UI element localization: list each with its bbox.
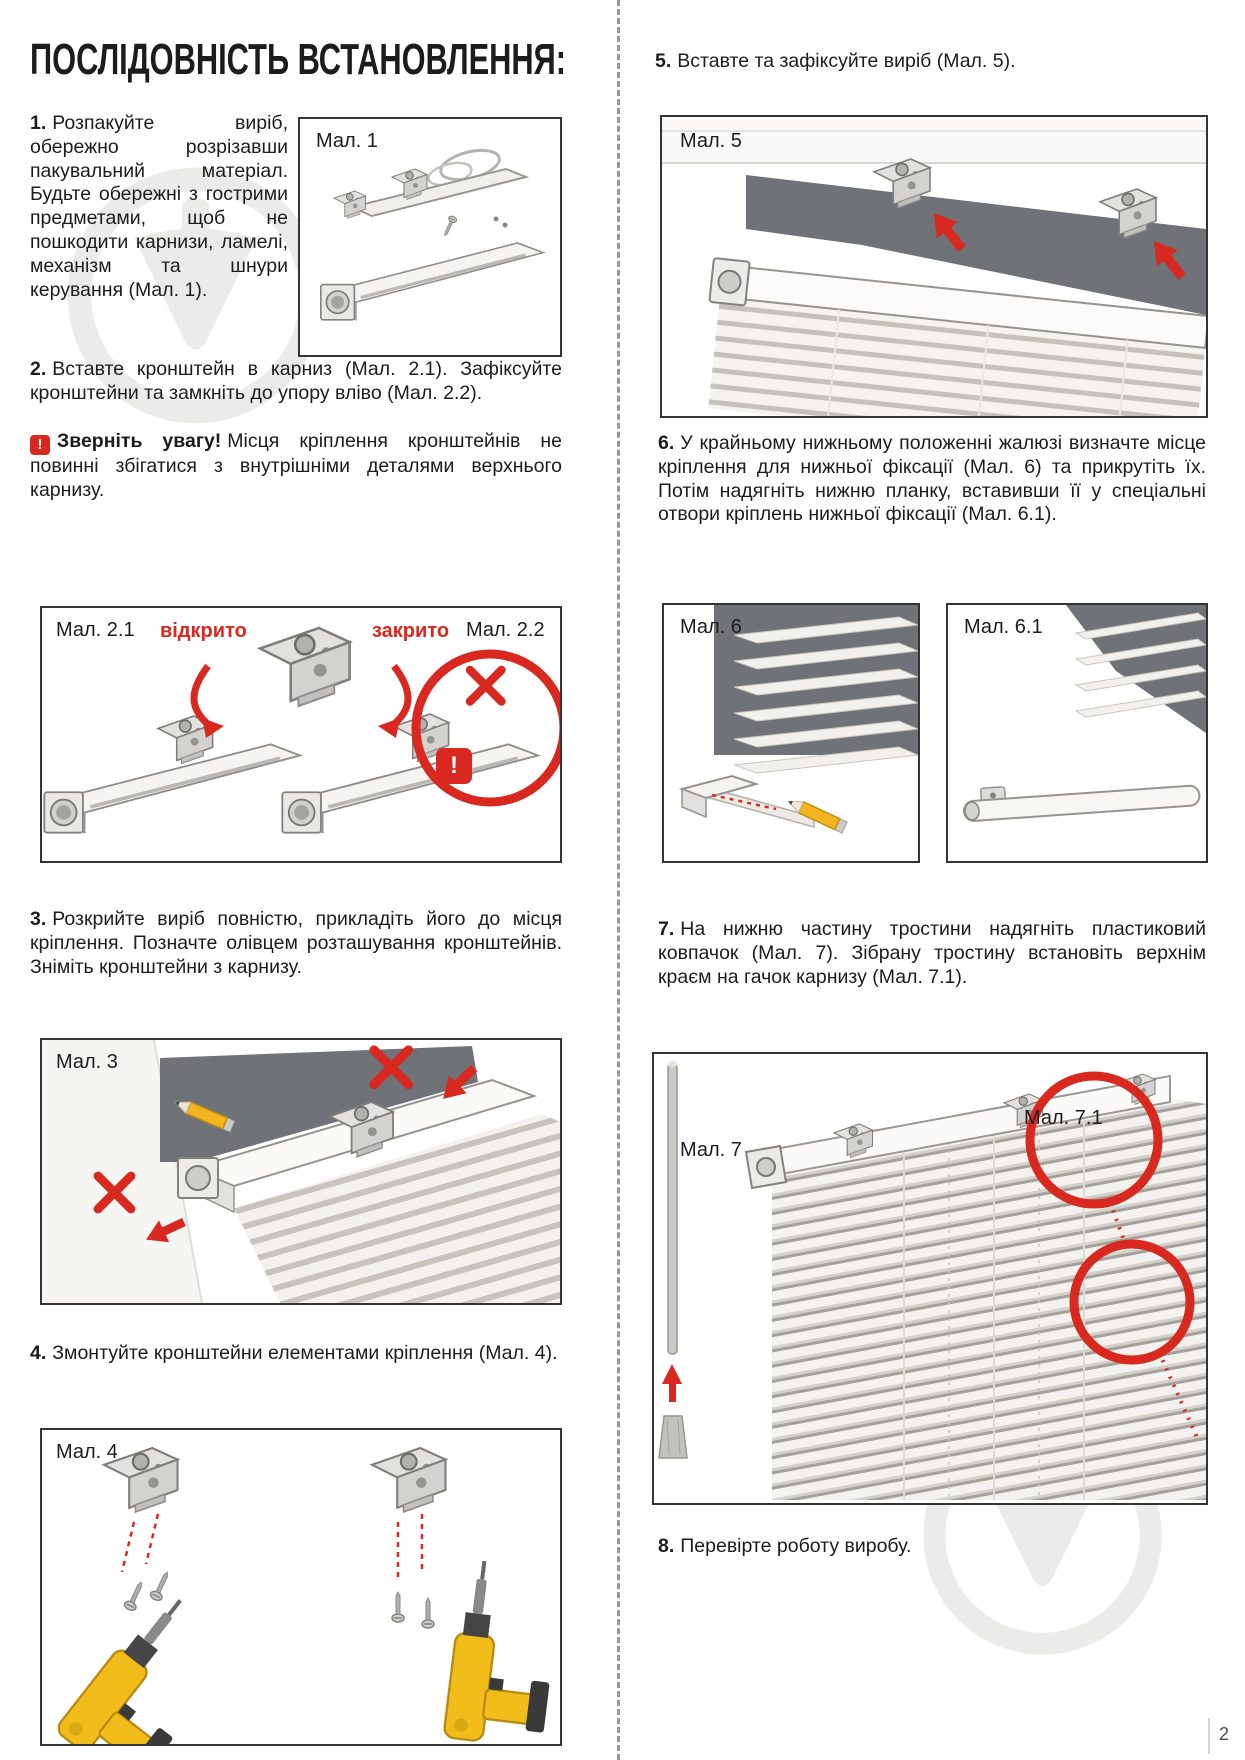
step-6: [658, 432, 1206, 527]
figure-7-illustration: [654, 1054, 1206, 1503]
figure-3-label: Мал. 3: [56, 1051, 118, 1073]
warning-note: [30, 430, 562, 503]
step-7: [658, 918, 1206, 989]
figure-6-1-label: Мал. 6.1: [964, 616, 1043, 638]
window-frame: [662, 117, 1206, 163]
step-4-number: 4.: [30, 1342, 47, 1364]
bracket-icon: [334, 191, 366, 218]
cross-mark-icon: [470, 670, 502, 702]
figure-1-illustration: [300, 119, 560, 355]
step-8: [658, 1535, 1158, 1559]
step-5: [655, 50, 1207, 74]
figure-5-label: Мал. 5: [680, 130, 742, 152]
figure-3-illustration: [42, 1040, 560, 1303]
alert-badge: !: [436, 748, 472, 784]
step-8-text: Перевірте роботу виробу.: [680, 1535, 912, 1557]
step-1-text: Розпакуйте виріб, обережно розрізавши пакувальний матеріал. Будьте обережні з гострими предметами, щоб не пошкодити карнизи, ламелі, механізм та шнури керування (Мал. 1).: [30, 112, 288, 301]
figure-1: [298, 117, 562, 357]
figure-6-illustration: [664, 605, 918, 861]
step-2-text: Вставте кронштейн в карниз (Мал. 2.1). Зафіксуйте кронштейни та замкніть до упору вліво (Мал. 2.2).: [30, 358, 562, 404]
figure-7-1-label: Мал. 7.1: [1024, 1107, 1103, 1129]
warning-title: Зверніть увагу!: [57, 430, 222, 452]
step-3-number: 3.: [30, 908, 47, 930]
figure-6-1-illustration: [948, 605, 1206, 861]
column-divider: [617, 0, 620, 1760]
cornice-illustration: [321, 243, 543, 320]
wand-top: [668, 1061, 677, 1067]
screw-icon: [392, 1592, 404, 1622]
figure-7-label: Мал. 7: [680, 1139, 742, 1161]
dashed-guide: [146, 1514, 158, 1564]
step-4-text: Змонтуйте кронштейни елементами кріплення (Мал. 4).: [52, 1342, 558, 1364]
step-8-number: 8.: [658, 1535, 675, 1557]
cornice-lid: [352, 169, 526, 216]
bottom-rail-assembly: [962, 773, 1200, 821]
step-6-number: 6.: [658, 432, 675, 454]
screw-dot: [503, 223, 508, 228]
warning-text: Місця кріплення кронштейнів не повинні збігатися з внутрішніми деталями верхнього карнизу.: [30, 430, 562, 501]
figure-4-label: Мал. 4: [56, 1441, 118, 1463]
figure-1-label: Мал. 1: [316, 130, 378, 152]
figure-2: [40, 606, 562, 863]
step-2: [30, 358, 562, 406]
cornice-illustration: [282, 744, 538, 832]
screw-dot: [494, 217, 499, 222]
figure-6-label: Мал. 6: [680, 616, 742, 638]
warning-icon: !: [30, 435, 50, 455]
step-1: [30, 112, 288, 302]
page-number: 2: [1219, 1724, 1230, 1744]
figure-5-illustration: [662, 117, 1206, 416]
drill-icon: [55, 1588, 243, 1744]
figure-4-illustration: [42, 1430, 560, 1744]
wand-rod: [668, 1064, 677, 1354]
step-2-number: 2.: [30, 358, 47, 380]
figure-5: [660, 115, 1208, 418]
step-5-number: 5.: [655, 50, 672, 72]
figure-6: [662, 603, 920, 863]
screw-icon: [123, 1580, 147, 1612]
step-3: [30, 908, 562, 979]
figure-2-1-label: Мал. 2.1: [56, 619, 135, 641]
step-6-text: У крайньому нижньому положенні жалюзі визначте місце кріплення для нижньої фіксації (Мал. 6) та прикрутіть їх. Потім надягніть нижню планку, вставивши її у спеціальні отвори кріплень нижньої фіксації (Мал. 6.1).: [658, 432, 1206, 526]
closed-label: закрито: [372, 620, 450, 642]
bracket-icon: [260, 628, 350, 706]
figure-2-illustration: [42, 608, 560, 861]
cornice-hole: [717, 270, 741, 294]
figure-6-1: [946, 603, 1208, 863]
dashed-guide: [122, 1522, 134, 1572]
page-title-text: ПОСЛІДОВНІСТЬ ВСТАНОВЛЕННЯ:: [30, 35, 567, 84]
page-corner-rule: [1208, 1718, 1210, 1754]
screw-icon: [441, 215, 457, 238]
red-curve-arrow: [392, 666, 408, 726]
bracket-icon: [372, 1448, 446, 1512]
cornice-hole: [186, 1166, 210, 1190]
drill-icon: [443, 1559, 560, 1744]
step-4: [30, 1342, 562, 1366]
up-arrow-icon: [662, 1364, 682, 1402]
step-7-number: 7.: [658, 918, 675, 940]
step-5-text: Вставте та зафіксуйте виріб (Мал. 5).: [677, 50, 1016, 72]
figure-7: [652, 1052, 1208, 1505]
step-7-text: На нижню частину тростини надягніть пластиковий ковпачок (Мал. 7). Зібрану тростину встановіть верхнім краєм на гачок карнизу (Мал. 7.1).: [658, 918, 1206, 988]
step-1-number: 1.: [30, 112, 47, 134]
cornice-hole: [757, 1158, 775, 1176]
figure-2-2-label: Мал. 2.2: [466, 619, 545, 641]
screw-icon: [149, 1570, 173, 1602]
figure-4: [40, 1428, 562, 1746]
wand-cap: [659, 1416, 687, 1458]
rail-endcap: [964, 802, 979, 821]
cornice-illustration: [44, 744, 300, 832]
red-arrowhead: [378, 718, 400, 738]
step-3-text: Розкрийте виріб повністю, прикладіть його до місця кріплення. Позначте олівцем розташування кронштейнів. Зніміть кронштейни з карнизу.: [30, 908, 562, 978]
screw-icon: [422, 1598, 434, 1628]
open-label: відкрито: [160, 620, 247, 642]
figure-3: [40, 1038, 562, 1305]
